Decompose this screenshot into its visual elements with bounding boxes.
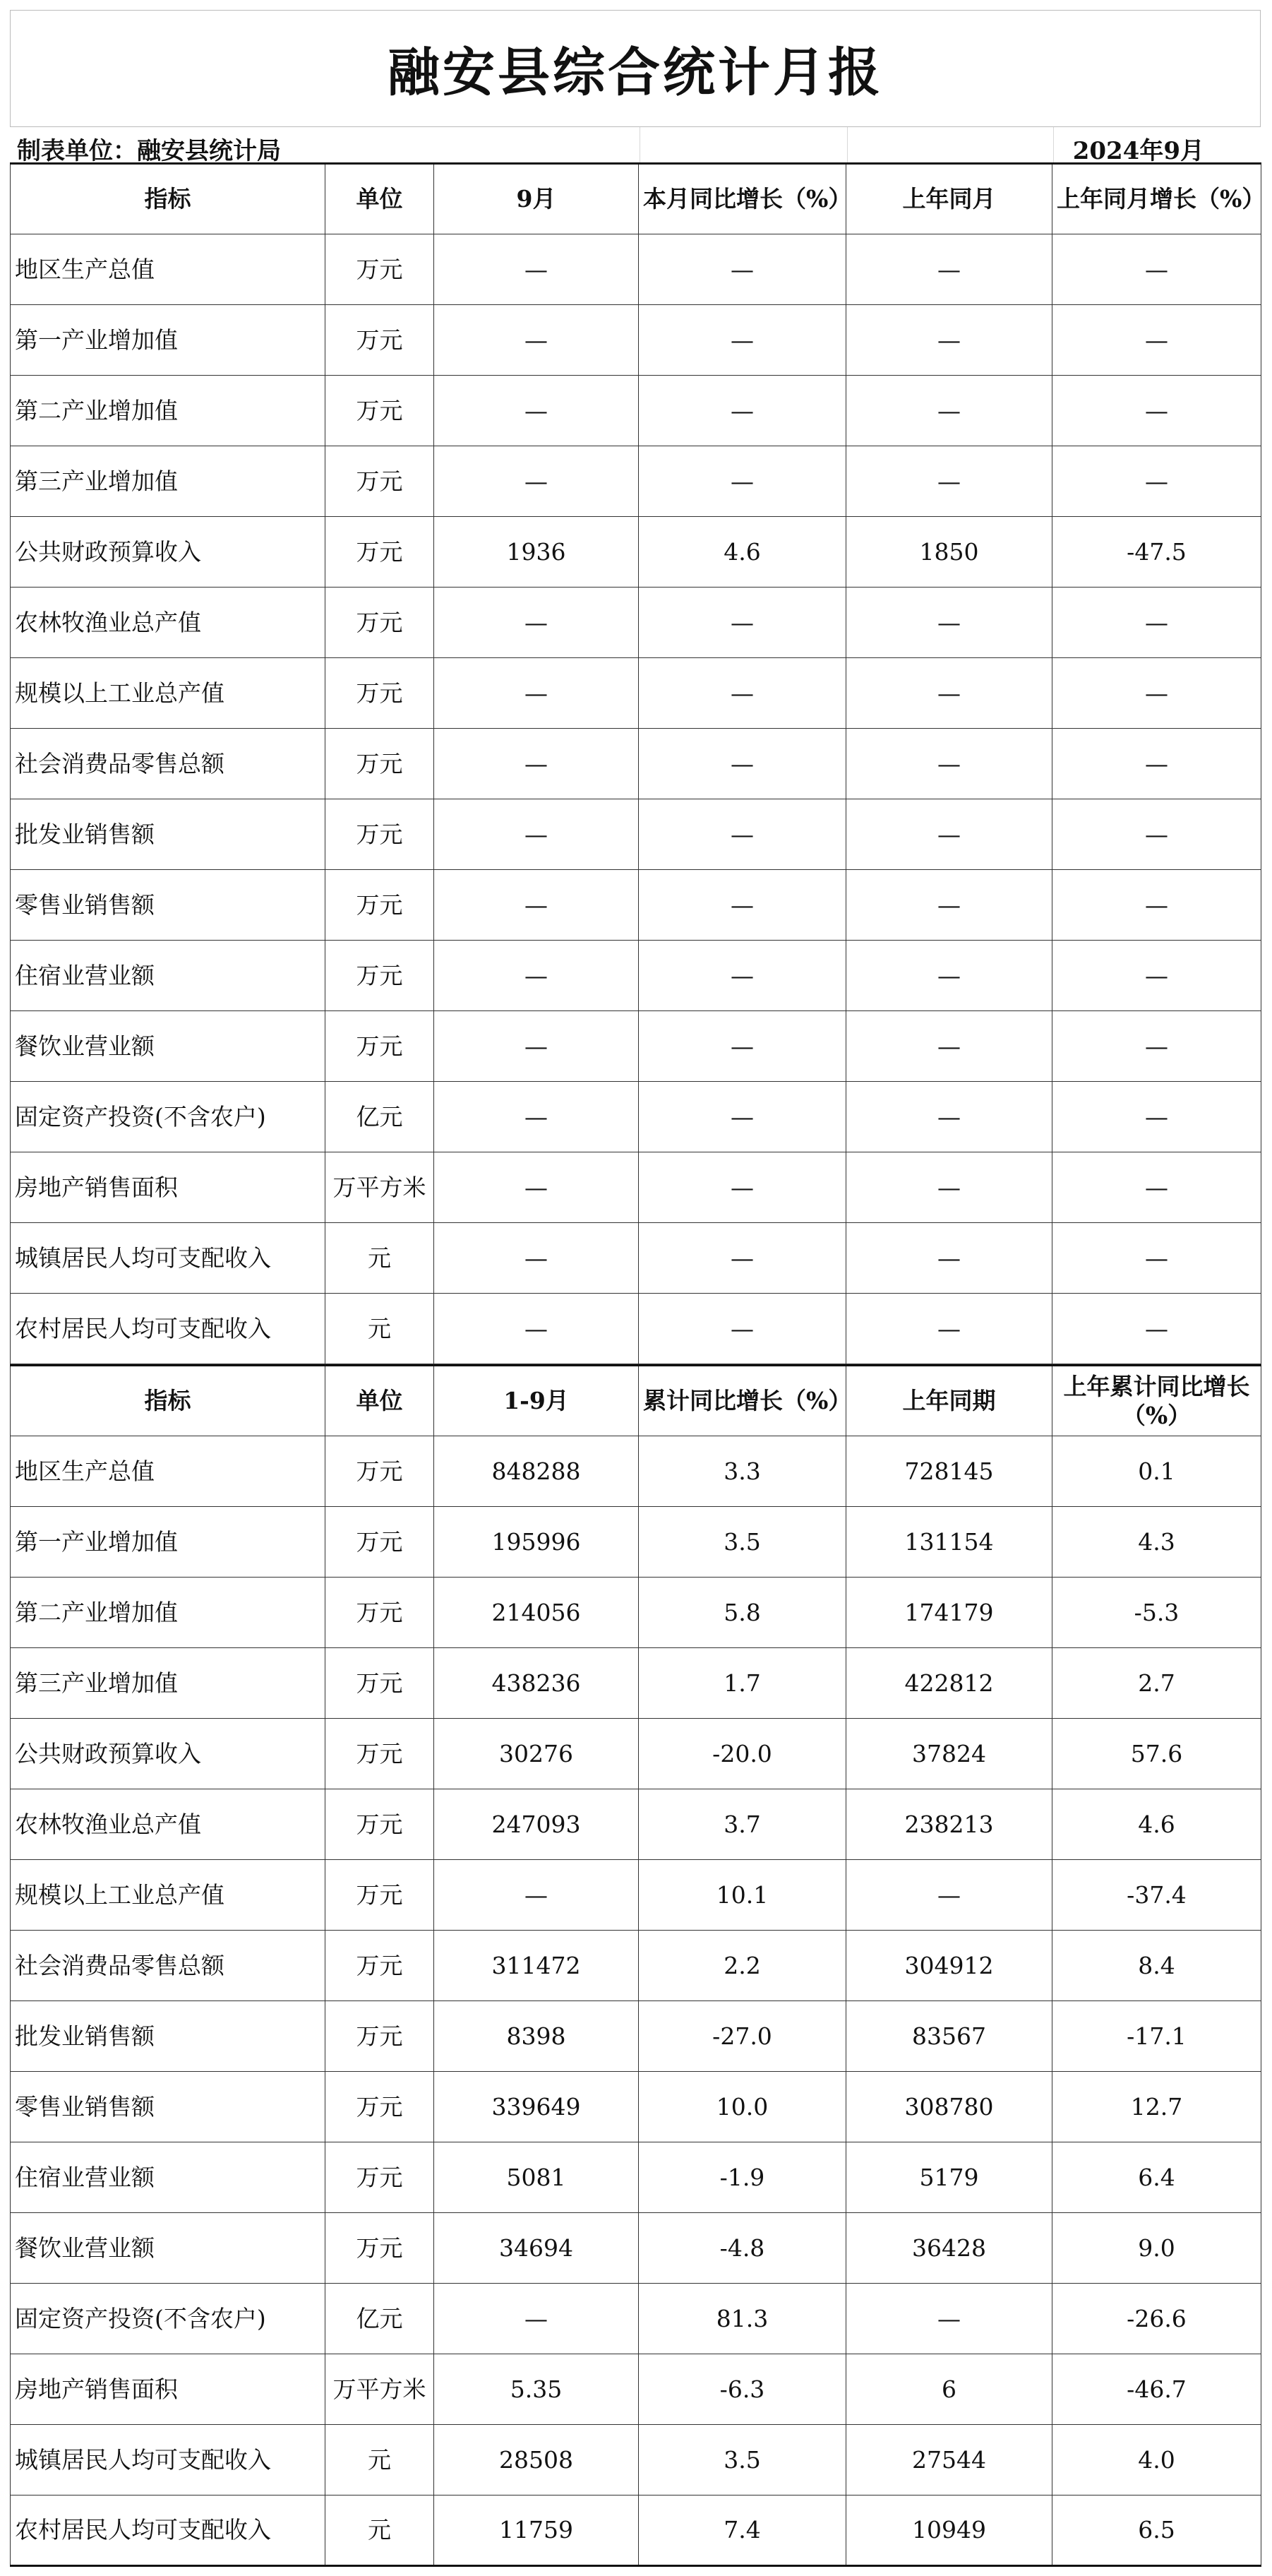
unit-cell: 元 (325, 1223, 434, 1294)
unit-cell: 万元 (325, 1507, 434, 1578)
value-cell: — (639, 588, 846, 658)
cumulative-table (10, 1364, 1261, 2567)
value-cell: — (434, 305, 639, 376)
table-row (11, 1507, 1261, 1578)
value-cell: 28508 (434, 2425, 639, 2496)
value-cell: 36428 (846, 2213, 1052, 2284)
table-row (11, 941, 1261, 1011)
indicator-name: 房地产销售面积 (11, 1152, 325, 1223)
unit-cell: 万元 (325, 2213, 434, 2284)
unit-cell: 万元 (325, 870, 434, 941)
value-cell: -37.4 (1052, 1860, 1261, 1931)
value-cell: 5179 (846, 2142, 1052, 2213)
value-cell: 0.1 (1052, 1436, 1261, 1507)
unit-cell: 亿元 (325, 2284, 434, 2354)
value-cell: 30276 (434, 1719, 639, 1789)
value-cell: — (1052, 799, 1261, 870)
monthly-header-cell: 单位 (325, 164, 434, 234)
value-cell: — (846, 446, 1052, 517)
indicator-name: 第三产业增加值 (11, 446, 325, 517)
unit-cell: 万元 (325, 588, 434, 658)
value-cell: -4.8 (639, 2213, 846, 2284)
value-cell: 5081 (434, 2142, 639, 2213)
title-box (10, 10, 1261, 127)
value-cell: — (639, 1294, 846, 1364)
unit-cell: 万元 (325, 1011, 434, 1082)
cumulative-header-cell: 单位 (325, 1366, 434, 1436)
value-cell: — (434, 1011, 639, 1082)
value-cell: 304912 (846, 1931, 1052, 2001)
value-cell: — (434, 2284, 639, 2354)
value-cell: — (1052, 870, 1261, 941)
indicator-name: 城镇居民人均可支配收入 (11, 2425, 325, 2496)
value-cell: — (846, 658, 1052, 729)
value-cell: — (846, 1082, 1052, 1152)
value-cell: — (639, 305, 846, 376)
table-row (11, 2001, 1261, 2072)
indicator-name: 零售业销售额 (11, 2072, 325, 2142)
table-row (11, 799, 1261, 870)
value-cell: 339649 (434, 2072, 639, 2142)
value-cell: — (639, 729, 846, 799)
value-cell: — (434, 376, 639, 446)
unit-cell: 万元 (325, 1648, 434, 1719)
value-cell: — (639, 870, 846, 941)
table-row (11, 234, 1261, 305)
unit-cell: 万平方米 (325, 2354, 434, 2425)
table-row (11, 517, 1261, 588)
value-cell: 8398 (434, 2001, 639, 2072)
unit-cell: 万元 (325, 2072, 434, 2142)
value-cell: — (434, 1152, 639, 1223)
unit-cell: 万元 (325, 941, 434, 1011)
value-cell: — (1052, 941, 1261, 1011)
monthly-table (10, 162, 1266, 1364)
value-cell: 3.5 (639, 1507, 846, 1578)
unit-cell: 万元 (325, 2142, 434, 2213)
value-cell: 4.3 (1052, 1507, 1261, 1578)
value-cell: — (639, 1011, 846, 1082)
value-cell: — (639, 799, 846, 870)
value-cell: 131154 (846, 1507, 1052, 1578)
cumulative-header-cell: 上年累计同比增长（%） (1052, 1366, 1261, 1436)
value-cell: 6 (846, 2354, 1052, 2425)
value-cell: — (846, 799, 1052, 870)
value-cell: — (846, 2284, 1052, 2354)
unit-cell: 万元 (325, 517, 434, 588)
value-cell: 83567 (846, 2001, 1052, 2072)
value-cell: — (846, 1011, 1052, 1082)
value-cell: -47.5 (1052, 517, 1261, 588)
value-cell: 11759 (434, 2496, 639, 2566)
table-row (11, 2496, 1261, 2566)
value-cell: — (846, 234, 1052, 305)
monthly-header-cell: 上年同月增长（%） (1052, 164, 1261, 234)
table-row (11, 658, 1261, 729)
value-cell: -27.0 (639, 2001, 846, 2072)
value-cell: — (434, 1223, 639, 1294)
indicator-name: 住宿业营业额 (11, 941, 325, 1011)
reporting-unit: 制表单位：融安县统计局 (17, 137, 281, 165)
report-title: 融安县综合统计月报 (388, 42, 883, 103)
value-cell: — (1052, 658, 1261, 729)
table-row (11, 729, 1261, 799)
value-cell: — (846, 1294, 1052, 1364)
value-cell: 848288 (434, 1436, 639, 1507)
value-cell: 37824 (846, 1719, 1052, 1789)
value-cell: — (1052, 234, 1261, 305)
cumulative-header-cell: 指标 (11, 1366, 325, 1436)
indicator-name: 固定资产投资(不含农户) (11, 1082, 325, 1152)
value-cell: 5.35 (434, 2354, 639, 2425)
table-row (11, 446, 1261, 517)
value-cell: 8.4 (1052, 1931, 1261, 2001)
indicator-name: 第二产业增加值 (11, 1578, 325, 1648)
value-cell: 6.5 (1052, 2496, 1261, 2566)
value-cell: 247093 (434, 1789, 639, 1860)
unit-cell: 元 (325, 2496, 434, 2566)
table-row (11, 1648, 1261, 1719)
value-cell: 10949 (846, 2496, 1052, 2566)
value-cell: 214056 (434, 1578, 639, 1648)
unit-cell: 万元 (325, 658, 434, 729)
indicator-name: 规模以上工业总产值 (11, 1860, 325, 1931)
value-cell: 195996 (434, 1507, 639, 1578)
value-cell: — (639, 376, 846, 446)
value-cell: — (846, 870, 1052, 941)
value-cell: 1936 (434, 517, 639, 588)
value-cell: — (434, 234, 639, 305)
monthly-header-cell: 指标 (11, 164, 325, 234)
indicator-name: 公共财政预算收入 (11, 517, 325, 588)
value-cell: -17.1 (1052, 2001, 1261, 2072)
meta-row (10, 127, 1261, 165)
monthly-header-row (11, 164, 1261, 234)
value-cell: — (1052, 1223, 1261, 1294)
unit-cell: 万元 (325, 729, 434, 799)
value-cell: 728145 (846, 1436, 1052, 1507)
value-cell: — (434, 799, 639, 870)
value-cell: — (639, 1152, 846, 1223)
value-cell: — (434, 1082, 639, 1152)
value-cell: 10.1 (639, 1860, 846, 1931)
indicator-name: 社会消费品零售总额 (11, 729, 325, 799)
value-cell: — (434, 1860, 639, 1931)
value-cell: -46.7 (1052, 2354, 1261, 2425)
value-cell: -6.3 (639, 2354, 846, 2425)
table-row (11, 2213, 1261, 2284)
value-cell: — (434, 1294, 639, 1364)
value-cell: 81.3 (639, 2284, 846, 2354)
indicator-name: 住宿业营业额 (11, 2142, 325, 2213)
indicator-name: 第三产业增加值 (11, 1648, 325, 1719)
unit-cell: 元 (325, 1294, 434, 1364)
indicator-name: 第一产业增加值 (11, 305, 325, 376)
table-row (11, 2072, 1261, 2142)
monthly-header-cell: 本月同比增长（%） (639, 164, 846, 234)
indicator-name: 农村居民人均可支配收入 (11, 2496, 325, 2566)
value-cell: 438236 (434, 1648, 639, 1719)
value-cell: — (434, 588, 639, 658)
unit-cell: 万元 (325, 1719, 434, 1789)
value-cell: 4.6 (639, 517, 846, 588)
indicator-name: 农林牧渔业总产值 (11, 588, 325, 658)
value-cell: — (1052, 305, 1261, 376)
value-cell: — (1052, 1152, 1261, 1223)
indicator-name: 农村居民人均可支配收入 (11, 1294, 325, 1364)
indicator-name: 餐饮业营业额 (11, 1011, 325, 1082)
value-cell: — (639, 446, 846, 517)
table-row (11, 870, 1261, 941)
indicator-name: 第一产业增加值 (11, 1507, 325, 1578)
value-cell: -5.3 (1052, 1578, 1261, 1648)
table-row (11, 2354, 1261, 2425)
indicator-name: 农林牧渔业总产值 (11, 1789, 325, 1860)
unit-cell: 万平方米 (325, 1152, 434, 1223)
value-cell: — (846, 305, 1052, 376)
value-cell: 4.0 (1052, 2425, 1261, 2496)
unit-cell: 万元 (325, 799, 434, 870)
value-cell: — (1052, 1011, 1261, 1082)
value-cell: — (1052, 376, 1261, 446)
table-row (11, 1011, 1261, 1082)
value-cell: — (434, 446, 639, 517)
value-cell: — (846, 376, 1052, 446)
unit-cell: 元 (325, 2425, 434, 2496)
value-cell: — (434, 658, 639, 729)
value-cell: — (846, 1223, 1052, 1294)
table-row (11, 2425, 1261, 2496)
value-cell: — (639, 234, 846, 305)
value-cell: 27544 (846, 2425, 1052, 2496)
indicator-name: 公共财政预算收入 (11, 1719, 325, 1789)
value-cell: 4.6 (1052, 1789, 1261, 1860)
value-cell: — (434, 870, 639, 941)
value-cell: -26.6 (1052, 2284, 1261, 2354)
value-cell: — (1052, 1082, 1261, 1152)
value-cell: 1850 (846, 517, 1052, 588)
cumulative-header-cell: 1-9月 (434, 1366, 639, 1436)
indicator-name: 固定资产投资(不含农户) (11, 2284, 325, 2354)
indicator-name: 餐饮业营业额 (11, 2213, 325, 2284)
table-row (11, 2284, 1261, 2354)
value-cell: 9.0 (1052, 2213, 1261, 2284)
value-cell: — (1052, 1294, 1261, 1364)
table-row (11, 376, 1261, 446)
report-date: 2024年9月 (1072, 137, 1204, 165)
unit-cell: 万元 (325, 1578, 434, 1648)
value-cell: — (1052, 729, 1261, 799)
table-row (11, 1789, 1261, 1860)
unit-cell: 万元 (325, 1860, 434, 1931)
value-cell: — (639, 941, 846, 1011)
table-row (11, 1436, 1261, 1507)
indicator-name: 批发业销售额 (11, 2001, 325, 2072)
table-row (11, 1223, 1261, 1294)
value-cell: — (846, 941, 1052, 1011)
value-cell: — (639, 1082, 846, 1152)
value-cell: — (846, 1860, 1052, 1931)
value-cell: — (1052, 446, 1261, 517)
indicator-name: 地区生产总值 (11, 234, 325, 305)
table-row (11, 1931, 1261, 2001)
indicator-name: 房地产销售面积 (11, 2354, 325, 2425)
unit-cell: 万元 (325, 1931, 434, 2001)
unit-cell: 亿元 (325, 1082, 434, 1152)
value-cell: 6.4 (1052, 2142, 1261, 2213)
table-row (11, 305, 1261, 376)
value-cell: 3.5 (639, 2425, 846, 2496)
indicator-name: 规模以上工业总产值 (11, 658, 325, 729)
table-row (11, 1719, 1261, 1789)
unit-cell: 万元 (325, 1789, 434, 1860)
table-row (11, 1578, 1261, 1648)
unit-cell: 万元 (325, 305, 434, 376)
value-cell: — (846, 729, 1052, 799)
value-cell: 174179 (846, 1578, 1052, 1648)
indicator-name: 第二产业增加值 (11, 376, 325, 446)
value-cell: 2.2 (639, 1931, 846, 2001)
value-cell: 422812 (846, 1648, 1052, 1719)
indicator-name: 批发业销售额 (11, 799, 325, 870)
table-row (11, 1152, 1261, 1223)
value-cell: 308780 (846, 2072, 1052, 2142)
cumulative-header-cell: 上年同期 (846, 1366, 1052, 1436)
value-cell: — (434, 941, 639, 1011)
table-row (11, 1082, 1261, 1152)
indicator-name: 零售业销售额 (11, 870, 325, 941)
value-cell: 311472 (434, 1931, 639, 2001)
indicator-name: 地区生产总值 (11, 1436, 325, 1507)
table-row (11, 2142, 1261, 2213)
value-cell: 10.0 (639, 2072, 846, 2142)
value-cell: 1.7 (639, 1648, 846, 1719)
unit-cell: 万元 (325, 1436, 434, 1507)
indicator-name: 城镇居民人均可支配收入 (11, 1223, 325, 1294)
monthly-header-cell: 9月 (434, 164, 639, 234)
table-row (11, 1294, 1261, 1364)
value-cell: 238213 (846, 1789, 1052, 1860)
value-cell: 57.6 (1052, 1719, 1261, 1789)
monthly-header-cell: 上年同月 (846, 164, 1052, 234)
value-cell: — (1052, 588, 1261, 658)
unit-cell: 万元 (325, 376, 434, 446)
value-cell: 3.3 (639, 1436, 846, 1507)
value-cell: 5.8 (639, 1578, 846, 1648)
value-cell: 2.7 (1052, 1648, 1261, 1719)
value-cell: -20.0 (639, 1719, 846, 1789)
indicator-name: 社会消费品零售总额 (11, 1931, 325, 2001)
table-row (11, 588, 1261, 658)
value-cell: 34694 (434, 2213, 639, 2284)
value-cell: -1.9 (639, 2142, 846, 2213)
value-cell: — (846, 588, 1052, 658)
unit-cell: 万元 (325, 234, 434, 305)
cumulative-header-row (11, 1366, 1261, 1436)
value-cell: — (639, 1223, 846, 1294)
unit-cell: 万元 (325, 446, 434, 517)
report-sheet (10, 10, 1266, 2568)
table-row (11, 1860, 1261, 1931)
unit-cell: 万元 (325, 2001, 434, 2072)
cumulative-header-cell: 累计同比增长（%） (639, 1366, 846, 1436)
value-cell: — (434, 729, 639, 799)
value-cell: 12.7 (1052, 2072, 1261, 2142)
value-cell: 7.4 (639, 2496, 846, 2566)
value-cell: — (846, 1152, 1052, 1223)
value-cell: 3.7 (639, 1789, 846, 1860)
value-cell: — (639, 658, 846, 729)
